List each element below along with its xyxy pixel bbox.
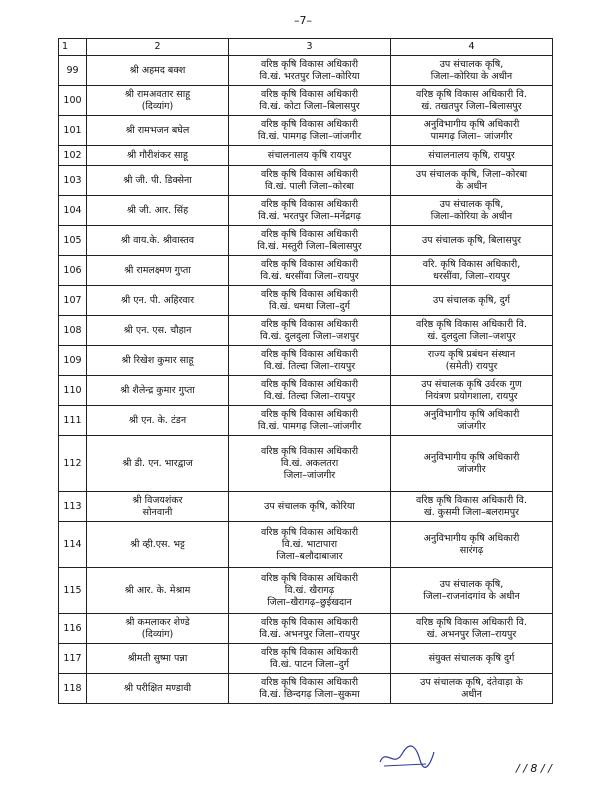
officer-name-line: श्री एन. एस. चौहान [123,324,192,336]
serial-number: 99 [59,56,87,86]
officer-name [87,492,229,522]
new-posting-line: जिला–कोरिया के अधीन [430,70,513,82]
current-posting [229,316,391,346]
current-posting [229,568,391,614]
serial-number: 111 [59,406,87,436]
table-row [59,492,553,522]
officer-name-line: श्री अहमद बक्श [129,64,186,76]
officer-name [87,346,229,376]
current-posting-line: वरिष्ठ कृषि विकास अधिकारी [260,348,359,360]
current-posting-line: वरिष्ठ कृषि विकास अधिकारी [260,168,359,180]
new-posting [391,256,553,286]
new-posting [391,56,553,86]
current-posting-line: वरिष्ठ कृषि विकास अधिकारी [260,378,359,390]
new-posting [391,286,553,316]
current-posting-line: वि.खं. धमधा जिला–दुर्ग [269,300,350,312]
page-number-top: –7– [294,14,312,27]
current-posting [229,614,391,644]
new-posting-line: खं. कुसमी जिला–बलरामपुर [423,506,520,518]
signature-mark [376,740,436,770]
officer-name [87,196,229,226]
table-row [59,316,553,346]
current-posting [229,492,391,522]
officer-name-line: श्री वाय.के. श्रीवास्तव [120,234,195,246]
current-posting-line: उप संचालक कृषि, कोरिया [264,500,355,512]
table-row [59,644,553,674]
table-row [59,436,553,492]
current-posting-line: वरिष्ठ कृषि विकास अधिकारी [260,198,359,210]
officer-name [87,316,229,346]
officer-name-line: श्री एन. पी. अहिरवार [121,294,194,306]
serial-number: 105 [59,226,87,256]
current-posting-line: वि.खं. छिन्दगढ़ जिला–सुकमा [259,688,360,700]
table-row [59,196,553,226]
current-posting-line: वरिष्ठ कृषि विकास अधिकारी [260,676,359,688]
current-posting [229,86,391,116]
serial-number: 117 [59,644,87,674]
new-posting [391,644,553,674]
new-posting [391,522,553,568]
table-row [59,674,553,704]
current-posting-line: वि.खं. धरसींवा जिला–रायपुर [260,270,359,282]
officer-name-line: श्री रामअवतार साहू [124,88,191,100]
officer-name-line: श्री व्ही.एस. भट्ट [130,538,185,550]
current-posting-line: वि.खं. दुलदुला जिला–जशपुर [260,330,359,342]
current-posting-line: वरिष्ठ कृषि विकास अधिकारी [260,88,359,100]
serial-number: 112 [59,436,87,492]
table-row [59,568,553,614]
officer-name [87,226,229,256]
serial-number: 115 [59,568,87,614]
table-body [59,56,553,704]
current-posting-line: वि.खं. पाली जिला–कोरबा [264,180,355,192]
new-posting-line: उप संचालक कृषि उर्वरक गुण [421,378,522,390]
current-posting-line: वरिष्ठ कृषि विकास अधिकारी [260,58,359,70]
officer-name-line: श्री डी. एन. भारद्वाज [122,457,193,469]
officer-name [87,86,229,116]
current-posting-line: वरिष्ठ कृषि विकास अधिकारी [260,526,359,538]
officer-name [87,286,229,316]
officer-name-line: श्री रिखेश कुमार साहू [121,354,194,366]
header-col-1: 1 [59,39,87,56]
current-posting [229,406,391,436]
current-posting-line: वरिष्ठ कृषि विकास अधिकारी [260,616,359,628]
new-posting-line: उप संचालक कृषि, जिला–कोरबा [415,168,528,180]
new-posting-line: उप संचालक कृषि, [439,58,504,70]
table-row [59,166,553,196]
table-row [59,116,553,146]
new-posting-line: उप संचालक कृषि, [439,578,504,590]
officer-name-line: सोनवानी [142,506,173,518]
officer-name [87,674,229,704]
new-posting-line: उप संचालक कृषि, दंतेवाड़ा के [420,676,523,688]
header-col-3: 3 [229,39,391,56]
officer-name [87,406,229,436]
current-posting-line: वि.खं. पामगढ़ जिला–जांजगीर [257,420,362,432]
current-posting [229,674,391,704]
officer-name-line: श्री गौरीशंकर साहू [127,149,188,161]
new-posting-line: संयुक्त संचालक कृषि दुर्ग [428,652,515,664]
serial-number: 116 [59,614,87,644]
current-posting-line: वि.खं. तिल्दा जिला–रायपुर [263,360,356,372]
current-posting-line: वि.खं. पामगढ़ जिला–जांजगीर [257,130,362,142]
table-row [59,226,553,256]
new-posting [391,346,553,376]
serial-number: 107 [59,286,87,316]
table-row [59,406,553,436]
table-row [59,86,553,116]
current-posting-line: जिला–खैरागढ़–छुईखदान [267,596,352,608]
new-posting-line: अधीन [461,688,482,700]
new-posting [391,406,553,436]
new-posting-line: खं. अभनपुर जिला–रायपुर [426,628,517,640]
officer-name [87,116,229,146]
current-posting-line: वरिष्ठ कृषि विकास अधिकारी [260,408,359,420]
new-posting [391,146,553,166]
current-posting [229,376,391,406]
new-posting-line: (समेती) रायपुर [445,360,498,372]
current-posting-line: वि.खं. अकलतरा [280,457,339,469]
officer-name-line: श्री शैलेन्द्र कुमार गुप्ता [120,384,195,396]
officer-name [87,436,229,492]
new-posting [391,376,553,406]
officer-name [87,166,229,196]
new-posting-line: वरि. कृषि विकास अधिकारी, [422,258,521,270]
officer-name-line: (दिव्यांग) [141,628,174,640]
current-posting-line: वि.खं. कोटा जिला–बिलासपुर [259,100,360,112]
new-posting-line: खं. दुलदुला जिला–जशपुर [427,330,516,342]
new-posting-line: उप संचालक कृषि, [439,198,504,210]
officer-name-line: श्री रामलक्ष्मण गुप्ता [124,264,191,276]
officer-name [87,376,229,406]
current-posting-line: वि.खं. भरतपुर जिला–कोरिया [259,70,360,82]
current-posting [229,56,391,86]
new-posting [391,492,553,522]
officer-name [87,522,229,568]
serial-number: 113 [59,492,87,522]
new-posting [391,86,553,116]
serial-number: 109 [59,346,87,376]
officer-name [87,256,229,286]
table-row [59,614,553,644]
new-posting-line: राज्य कृषि प्रबंधन संस्थान [427,348,516,360]
new-posting-line: अनुविभागीय कृषि अधिकारी [423,408,520,420]
current-posting-line: वि.खं. मस्तुरी जिला–बिलासपुर [257,240,362,252]
current-posting [229,226,391,256]
new-posting-line: जिला–राजनांदगांव के अधीन [423,590,520,602]
serial-number: 118 [59,674,87,704]
officer-name-line: श्री विजयशंकर [132,494,183,506]
officer-name-line: श्री जी. पी. डिक्सेना [123,174,192,186]
officer-name [87,56,229,86]
table-row [59,56,553,86]
current-posting-line: वरिष्ठ कृषि विकास अधिकारी [260,258,359,270]
new-posting-line: अनुविभागीय कृषि अधिकारी [423,532,520,544]
table-row [59,346,553,376]
current-posting [229,196,391,226]
new-posting-line: उप संचालक कृषि, बिलासपुर [421,234,522,246]
serial-number: 114 [59,522,87,568]
current-posting-line: वि.खं. भरतपुर जिला–मनेंद्रगढ़ [258,210,361,222]
officer-name [87,614,229,644]
current-posting-line: वि.खं. पाटन जिला–दुर्ग [269,658,350,670]
officer-name-line: श्री रामभजन बघेल [125,124,190,136]
current-posting-line: वि.खं. तिल्दा जिला–रायपुर [263,390,356,402]
officer-name-line: श्री जी. आर. सिंह [126,204,189,216]
new-posting-line: अनुविभागीय कृषि अधिकारी [423,118,520,130]
table-row [59,146,553,166]
serial-number: 100 [59,86,87,116]
table-row [59,376,553,406]
officer-name-line: श्री परीक्षित मण्डावी [123,682,192,694]
new-posting-line: वरिष्ठ कृषि विकास अधिकारी वि. [416,616,527,628]
new-posting [391,568,553,614]
current-posting-line: वरिष्ठ कृषि विकास अधिकारी [260,572,359,584]
current-posting-line: जिला–जांजगीर [283,469,336,481]
table-row [59,286,553,316]
new-posting-line: वरिष्ठ कृषि विकास अधिकारी वि. [416,88,527,100]
current-posting-line: वरिष्ठ कृषि विकास अधिकारी [260,288,359,300]
current-posting [229,116,391,146]
new-posting [391,614,553,644]
serial-number: 108 [59,316,87,346]
current-posting-line: वि.खं. अभनपुर जिला–रायपुर [259,628,360,640]
serial-number: 103 [59,166,87,196]
officer-name-line: श्री एन. के. टंडन [128,414,187,426]
table-header-row [59,39,553,56]
officer-name [87,644,229,674]
new-posting-line: उप संचालक कृषि, दुर्ग [433,294,510,306]
new-posting-line: जिला–कोरिया के अधीन [430,210,513,222]
officer-name-line: (दिव्यांग) [141,100,174,112]
serial-number: 102 [59,146,87,166]
new-posting-line: पामगढ़ जिला– जांजगीर [430,130,513,142]
new-posting [391,226,553,256]
officer-name-line: श्री आर. के. मेश्राम [124,584,191,596]
new-posting-line: खं. तखतपुर जिला–बिलासपुर [421,100,522,112]
table-row [59,256,553,286]
current-posting-line: जिला–बलौदाबाजार [276,550,343,562]
new-posting-line: सारंगढ़ [459,544,484,556]
new-posting-line: संचालनालय कृषि, रायपुर [428,149,515,161]
table-row [59,522,553,568]
officer-name-line: श्रीमती सुष्मा पन्ना [127,652,188,664]
new-posting [391,674,553,704]
officer-name [87,568,229,614]
new-posting-line: अनुविभागीय कृषि अधिकारी [423,451,520,463]
new-posting-line: जांजगीर [457,463,486,475]
new-posting [391,196,553,226]
current-posting-line: वरिष्ठ कृषि विकास अधिकारी [260,118,359,130]
current-posting [229,166,391,196]
header-col-4: 4 [391,39,553,56]
new-posting-line: जांजगीर [457,420,486,432]
current-posting-line: वरिष्ठ कृषि विकास अधिकारी [260,318,359,330]
current-posting-line: वि.खं. भाटापारा [281,538,338,550]
current-posting [229,436,391,492]
serial-number: 104 [59,196,87,226]
new-posting [391,166,553,196]
header-col-2: 2 [87,39,229,56]
new-posting-line: नियंत्रण प्रयोगशाला, रायपुर [425,390,518,402]
new-posting [391,116,553,146]
new-posting-line: धरसींवा, जिला–रायपुर [433,270,510,282]
serial-number: 101 [59,116,87,146]
current-posting [229,146,391,166]
new-posting [391,436,553,492]
current-posting [229,644,391,674]
current-posting-line: संचालनालय कृषि रायपुर [267,149,352,161]
current-posting [229,522,391,568]
serial-number: 106 [59,256,87,286]
current-posting-line: वरिष्ठ कृषि विकास अधिकारी [260,445,359,457]
new-posting-line: वरिष्ठ कृषि विकास अधिकारी वि. [416,318,527,330]
new-posting-line: के अधीन [455,180,488,192]
current-posting-line: वि.खं. खैरागढ़ [284,584,335,596]
page-number-bottom: / / 8 / / [516,762,552,775]
current-posting-line: वरिष्ठ कृषि विकास अधिकारी [260,228,359,240]
officer-name-line: श्री कमलाकर शेण्डे [125,616,190,628]
current-posting-line: वरिष्ठ कृषि विकास अधिकारी [260,646,359,658]
current-posting [229,346,391,376]
serial-number: 110 [59,376,87,406]
current-posting [229,256,391,286]
new-posting [391,316,553,346]
current-posting [229,286,391,316]
officer-name [87,146,229,166]
transfer-table [58,38,553,704]
new-posting-line: वरिष्ठ कृषि विकास अधिकारी वि. [416,494,527,506]
